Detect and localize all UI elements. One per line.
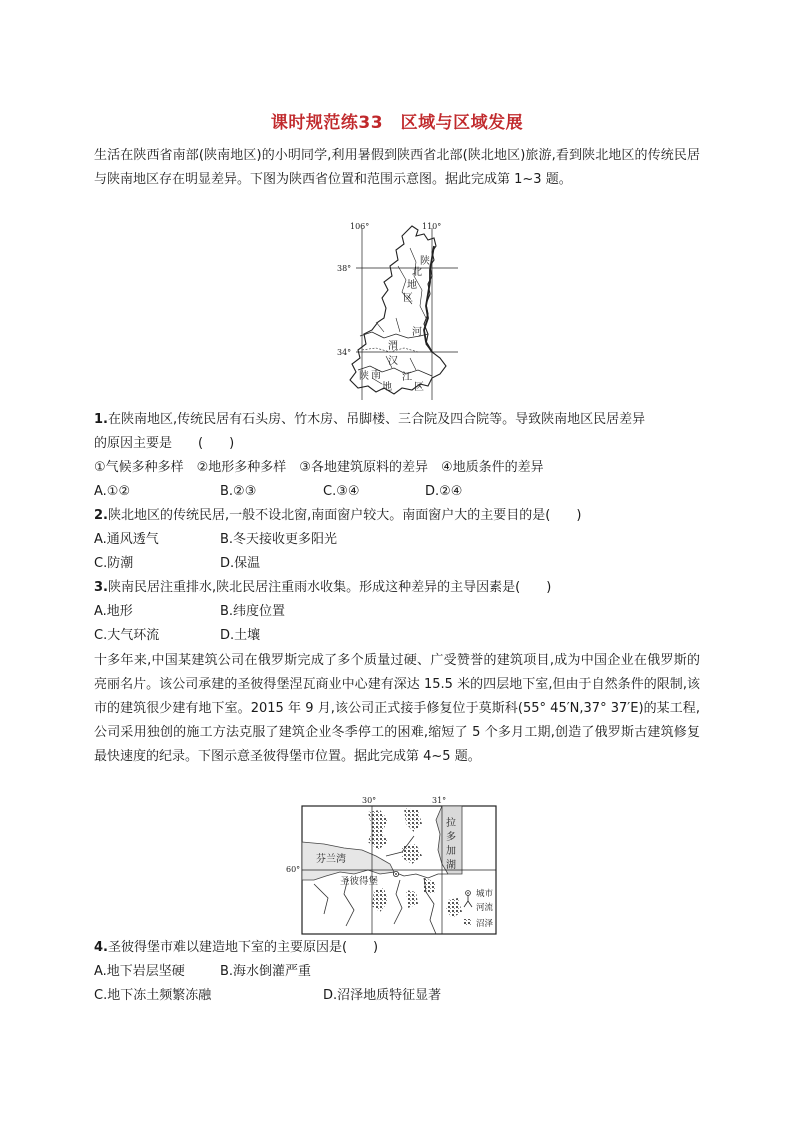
intro-paragraph-1: 生活在陕西省南部(陕南地区)的小明同学,利用暑假到陕西省北部(陕北地区)旅游,看到陕北地区的传统民居与陕南地区存在明显差异。下图为陕西省位置和范围示意图。据此完成第 1~3 题。	[94, 148, 700, 187]
map1-south-4: 区	[414, 382, 424, 393]
question-3-line	[94, 577, 551, 599]
question-1-stem-line2: 的原因主要是 ( )	[94, 436, 235, 451]
map1-han: 汉	[388, 356, 398, 367]
question-2-option-b: B.冬天接收更多阳光	[220, 532, 338, 547]
question-3-option-b: B.纬度位置	[220, 604, 286, 619]
question-2-option-a: A.通风透气	[94, 532, 159, 547]
map2-gulf-label: 芬兰湾	[316, 854, 346, 865]
map1-north-4: 区	[403, 293, 413, 304]
map2-city-label: 圣彼得堡	[340, 876, 379, 887]
map1-south-2: 南	[371, 370, 381, 381]
question-4-stem: 圣彼得堡市难以建造地下室的主要原因是( )	[107, 940, 379, 955]
question-2-line	[94, 505, 581, 527]
question-1-option-b: B.②③	[220, 484, 257, 499]
question-3-option-a: A.地形	[94, 604, 133, 619]
saint-petersburg-map	[284, 794, 514, 936]
question-2-number: 2.	[94, 508, 108, 523]
question-2-stem: 陕北地区的传统民居,一般不设北窗,南面窗户较大。南面窗户大的主要目的是( )	[107, 508, 582, 523]
question-3-number: 3.	[94, 580, 108, 595]
map1-lon-110-label: 110°	[422, 222, 442, 231]
map2-lat-60-label: 60°	[286, 865, 301, 874]
intro-paragraph-2: 十多年来,中国某建筑公司在俄罗斯完成了多个质量过硬、广受赞誉的建筑项目,成为中国企业在俄罗斯的亮丽名片。该公司承建的圣彼得堡涅瓦商业中心建有深达 15.5 米的四层地下室,但由于自然条件的限制,该市的建筑很少建有地下室。2015 年 9 月,该公司正式接手修复位于莫斯科(55° 45′N,37° 37′E)的某工程,公司采用独创的施工方法克服了建筑企业冬季停工的困难,缩短了 5 个多月工期,创造了俄罗斯古建筑修复最快速度的纪录。下图示意圣彼得堡市位置。据此完成第 4~5 题。	[94, 653, 700, 764]
question-1-number: 1.	[94, 412, 108, 427]
question-2-option-d: D.保温	[220, 556, 261, 571]
question-4-line	[94, 937, 378, 959]
question-1-option-d: D.②④	[425, 484, 463, 499]
question-1-stem-line1: 在陕南地区,传统民居有石头房、竹木房、吊脚楼、三合院及四合院等。导致陕南地区民居差异	[107, 412, 646, 427]
map2-lake-1: 拉	[446, 818, 456, 829]
map1-wei: 渭	[388, 341, 398, 352]
question-1-statements: ①气候多种多样 ②地形多种多样 ③各地建筑原料的差异 ④地质条件的差异	[94, 460, 544, 475]
page-title: 课时规范练33 区域与区域发展	[270, 113, 524, 133]
map2-lake-4: 湖	[446, 860, 456, 871]
question-4-option-d: D.沼泽地质特征显著	[323, 988, 442, 1003]
map2-lon-31-label: 31°	[432, 796, 447, 805]
map2-lake-2: 多	[446, 832, 456, 843]
question-1-line-1	[94, 409, 645, 431]
legend-city-label: 城市	[476, 889, 494, 899]
question-2-option-c: C.防潮	[94, 556, 134, 571]
map1-north-3: 地	[407, 280, 417, 291]
map1-jiang: 江	[402, 372, 412, 383]
map2-lake-3: 加	[446, 846, 456, 857]
question-3-option-d: D.土壤	[220, 628, 261, 643]
map1-lat-34-label: 34°	[337, 348, 352, 357]
map1-lat-38-label: 38°	[337, 264, 352, 273]
question-1-option-a: A.①②	[94, 484, 131, 499]
legend-swamp-label: 沼泽	[476, 919, 494, 929]
question-3-option-c: C.大气环流	[94, 628, 160, 643]
shaanxi-map	[336, 218, 468, 400]
question-4-option-c: C.地下冻土频繁冻融	[94, 988, 212, 1003]
map1-lon-106-label: 106°	[350, 222, 370, 231]
question-4-option-a: A.地下岩层坚硬	[94, 964, 185, 979]
legend-river-label: 河流	[476, 903, 494, 913]
question-3-stem: 陕南民居注重排水,陕北民居注重雨水收集。形成这种差异的主导因素是( )	[107, 580, 552, 595]
question-1-option-c: C.③④	[323, 484, 360, 499]
map1-south-1: 陕	[359, 371, 369, 382]
question-4-option-b: B.海水倒灌严重	[220, 964, 312, 979]
map1-north-2: 北	[412, 267, 422, 278]
map1-he: 河	[412, 327, 422, 338]
map2-lon-30-label: 30°	[362, 796, 377, 805]
question-4-number: 4.	[94, 940, 108, 955]
map1-north-1: 陕	[420, 256, 430, 267]
map1-south-3: 地	[382, 382, 392, 393]
